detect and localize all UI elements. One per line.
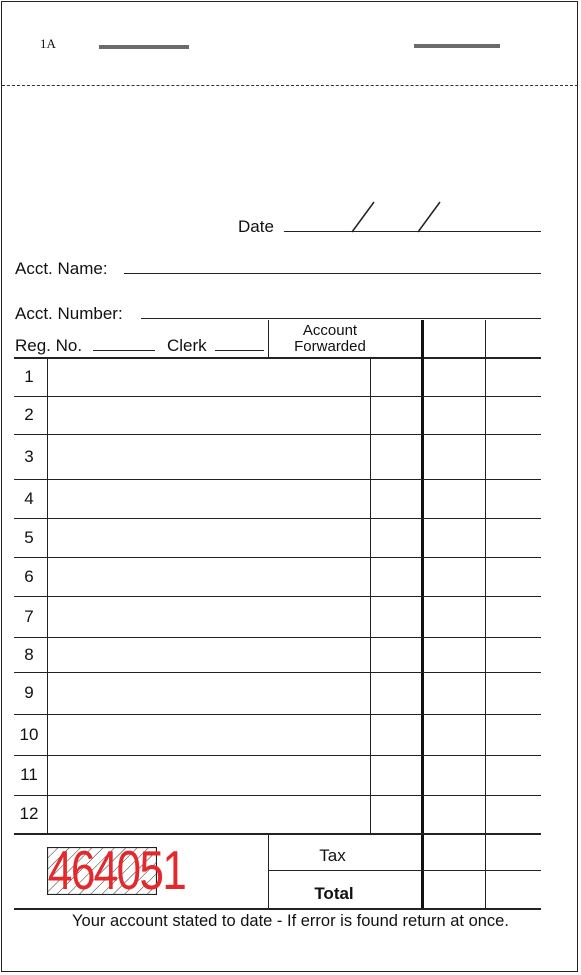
date-separator-1 [352, 202, 374, 232]
serial-number: 464051 [48, 839, 186, 901]
line-item-description-5[interactable] [49, 520, 369, 556]
grid-right-divider [485, 320, 486, 909]
account-forwarded-header [270, 323, 390, 355]
clerk-line[interactable] [215, 350, 264, 351]
form-bottom-line [14, 908, 541, 910]
line-item-description-9[interactable] [49, 674, 369, 713]
acct-number-label: Acct. Number: [15, 304, 123, 323]
row-number-6: 6 [24, 566, 34, 586]
line-item-description-12[interactable] [49, 797, 369, 832]
stub-id: 1A [40, 36, 56, 51]
row-number-5: 5 [24, 527, 34, 547]
total-label: Total [314, 884, 354, 903]
row-number-4: 4 [24, 488, 34, 508]
line-item-description-8[interactable] [49, 639, 369, 671]
clerk-label: Clerk [167, 336, 207, 355]
line-item-description-7[interactable] [49, 598, 369, 636]
row-number-3: 3 [24, 446, 34, 466]
stub-bar-left [99, 45, 189, 49]
grid-bottom-line [14, 833, 541, 835]
line-item-description-1[interactable] [49, 359, 369, 395]
date-separators [340, 198, 450, 234]
perforation-line [2, 85, 578, 86]
line-item-description-4[interactable] [49, 481, 369, 517]
stub-bar-right [414, 44, 500, 48]
date-separator-2 [418, 202, 440, 232]
acct-name-line[interactable] [124, 273, 541, 274]
line-item-description-2[interactable] [49, 398, 369, 433]
reg-no-line[interactable] [93, 350, 155, 351]
line-item-description-6[interactable] [49, 559, 369, 595]
row-number-2: 2 [24, 405, 34, 424]
account-forwarded-left-border [268, 320, 269, 357]
line-item-description-10[interactable] [49, 716, 369, 754]
line-item-description-11[interactable] [49, 757, 369, 794]
footer-notice: Your account stated to date - If error is found return at once. [72, 912, 509, 930]
row-number-1: 1 [24, 366, 34, 386]
line-item-description-3[interactable] [49, 436, 369, 478]
row-number-7: 7 [24, 606, 34, 626]
grid-amount-divider [370, 357, 371, 833]
date-label: Date [238, 217, 274, 236]
row-number-8: 8 [24, 644, 34, 664]
acct-number-line[interactable] [141, 318, 541, 319]
row-number-12: 12 [19, 804, 39, 823]
row-number-10: 10 [19, 724, 39, 744]
row-number-9: 9 [24, 683, 34, 702]
account-forwarded-line2: Forwarded [294, 338, 366, 355]
account-forwarded-line1: Account [302, 322, 358, 339]
acct-name-label: Acct. Name: [15, 259, 108, 278]
tax-label: Tax [319, 846, 346, 865]
row-number-11: 11 [20, 765, 38, 784]
tax-divider-line [269, 870, 541, 871]
reg-no-label: Reg. No. [15, 336, 83, 355]
grid-thick-divider [421, 320, 424, 909]
